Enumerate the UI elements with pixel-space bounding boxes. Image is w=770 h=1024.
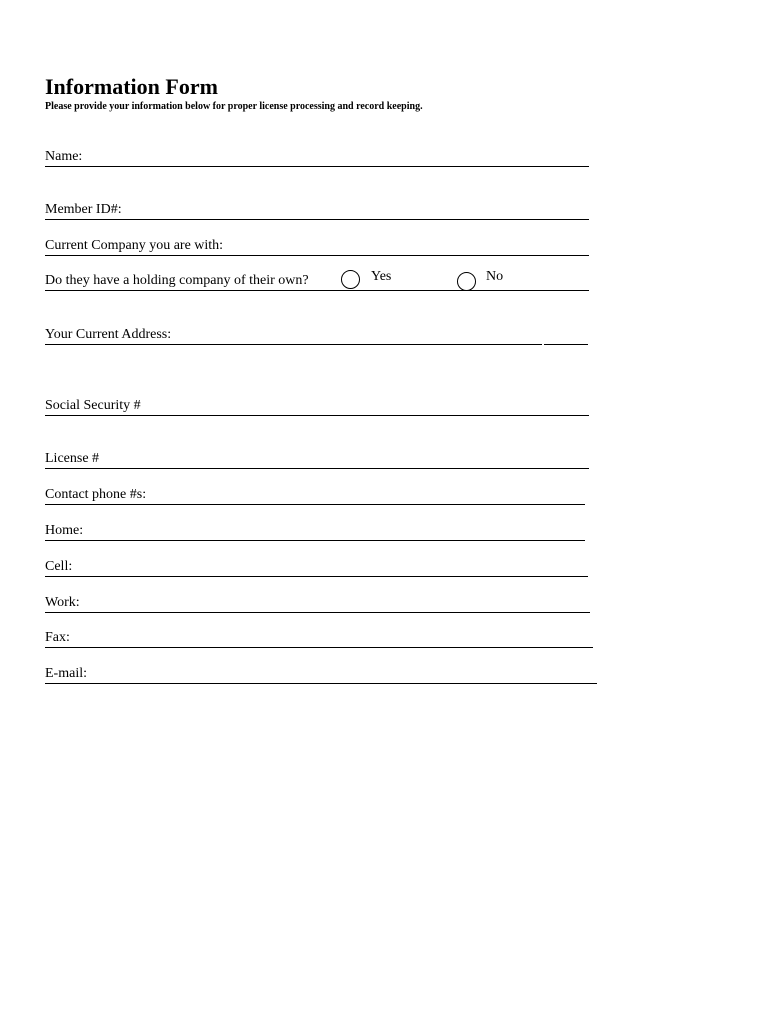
address-extra-line [544,344,588,345]
current-company-label: Current Company you are with: [45,238,224,253]
holding-yes-label: Yes [371,269,392,284]
contact-phone-label: Contact phone #s: [45,487,147,502]
ssn-label: Social Security # [45,398,141,413]
current-company-field[interactable] [45,237,589,256]
name-field[interactable] [45,148,589,167]
holding-company-label: Do they have a holding company of their own? [45,273,309,288]
address-field[interactable] [45,326,542,345]
license-field[interactable] [45,450,589,469]
holding-no-label: No [486,269,504,284]
work-phone-label: Work: [45,595,80,610]
cell-phone-field[interactable] [45,558,588,577]
form-title: Information Form [45,74,218,99]
home-phone-label: Home: [45,523,84,538]
license-label: License # [45,451,100,466]
holding-company-question [45,272,589,291]
name-label: Name: [45,149,83,164]
holding-no-radio[interactable] [457,272,476,291]
address-label: Your Current Address: [45,327,172,342]
work-phone-field[interactable] [45,594,590,613]
home-phone-field[interactable] [45,522,585,541]
fax-field[interactable] [45,629,593,648]
ssn-field[interactable] [45,397,589,416]
contact-phone-field[interactable] [45,486,585,505]
fax-label: Fax: [45,630,70,645]
member-id-field[interactable] [45,201,589,220]
member-id-label: Member ID#: [45,202,122,217]
form-subtitle: Please provide your information below for proper license processing and record keeping. [45,101,423,112]
cell-phone-label: Cell: [45,559,73,574]
email-label: E-mail: [45,666,87,681]
holding-yes-radio[interactable] [341,270,360,289]
email-field[interactable] [45,665,597,684]
